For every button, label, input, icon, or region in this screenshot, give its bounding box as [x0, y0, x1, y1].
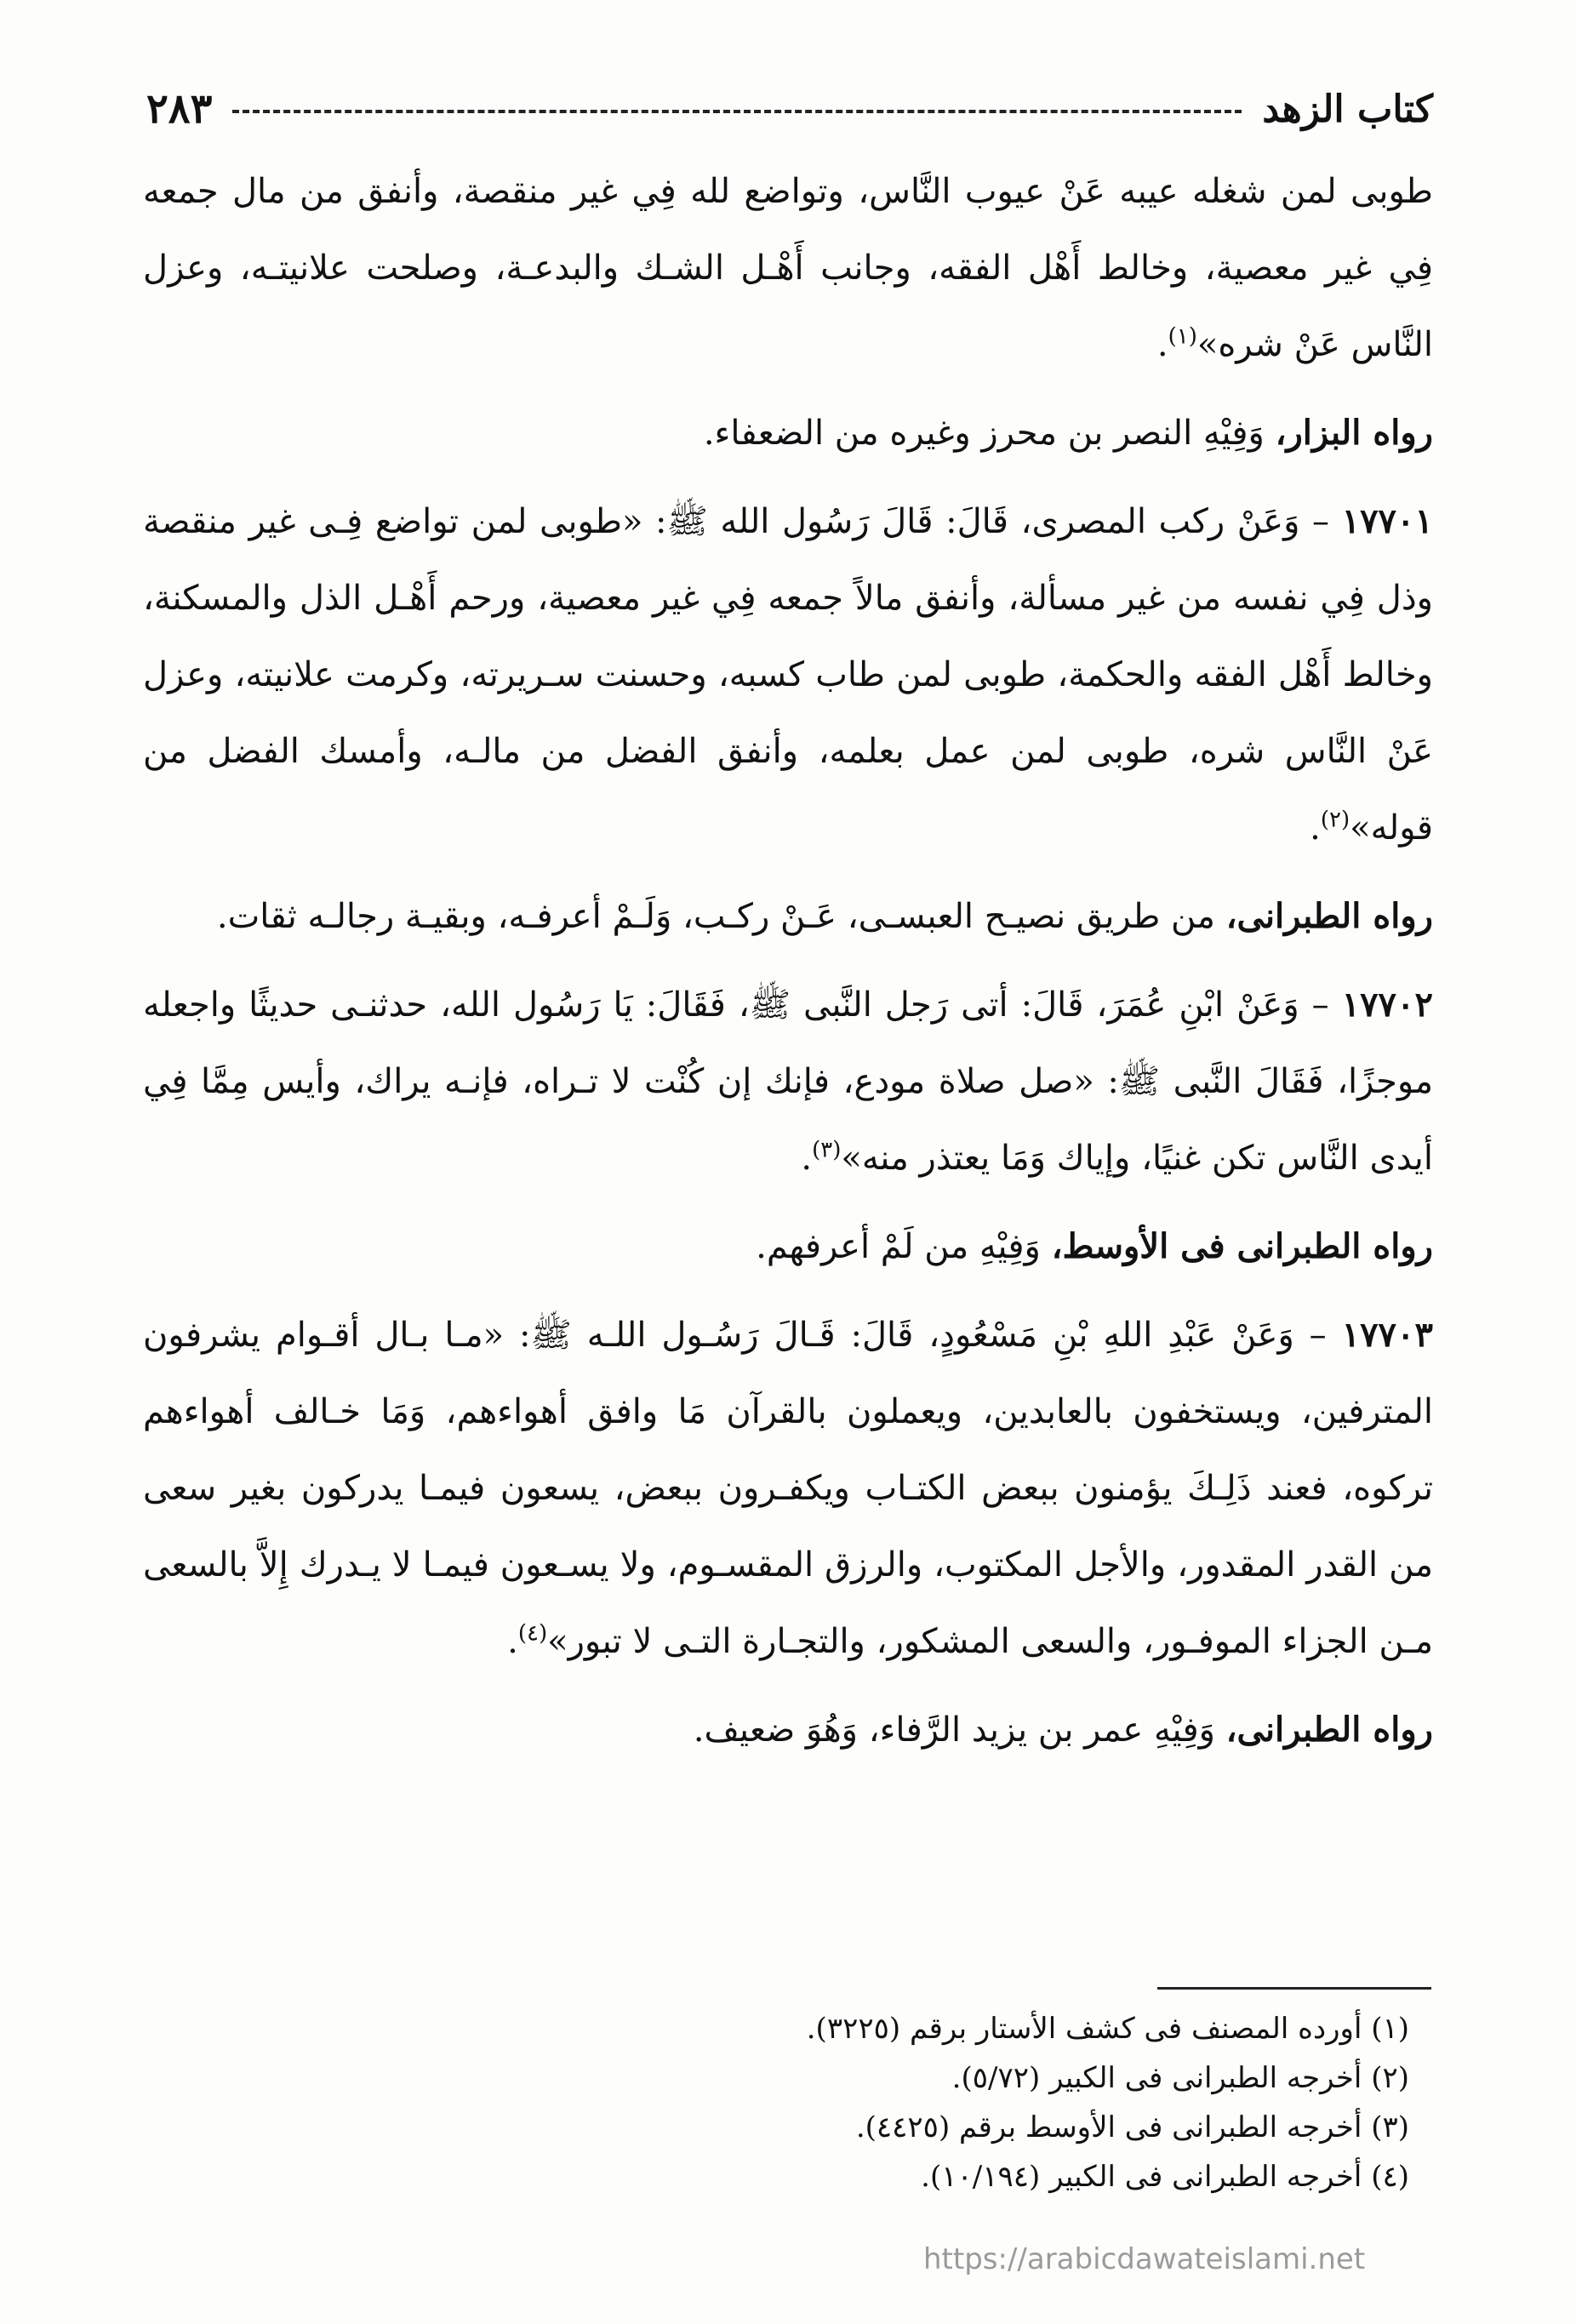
- hadith-17702: ١٧٧٠٢ – وَعَنْ ابْنِ عُمَرَ، قَالَ: أتى رَجل النَّبى ﷺ، فَقَالَ: يَا رَسُول الله، حدثنـى حديثًا واجعله موجزًا، فَقَالَ النَّبى ﷺ: «صل صلاة مودع، فإنك إن كُنْت لا تـراه، فإنـه يراك، وأيس مِمَّا فِي أيدى النَّاس تكن غنيًا، وإياك وَمَا يعتذر منه»$^{(٣)}$.: [143, 985, 1433, 1178]
- comment-text: وَفِيْهِ من لَمْ أعرفهم.: [756, 1227, 1052, 1266]
- footnote-separator: [1157, 1987, 1431, 1990]
- narrator-source: رواه الطبرانى،: [1225, 896, 1433, 936]
- footnote-4: (٤) أخرجه الطبرانى فى الكبير (١٠/١٩٤).: [921, 2160, 1409, 2194]
- footnote-3: (٣) أخرجه الطبرانى فى الأوسط برقم (٤٤٢٥).: [855, 2110, 1409, 2144]
- narrator-source: رواه الطبرانى فى الأوسط،: [1051, 1226, 1433, 1266]
- hadith-17703: ١٧٧٠٣ – وَعَنْ عَبْدِ اللهِ بْنِ مَسْعُودٍ، قَالَ: قَـالَ رَسُـول اللـه ﷺ: «مـا بـال أقـوام يشرفون المترفين، ويستخفون بالعابدين، ويعملون بالقرآن مَا وافق أهواءهم، وَمَا خـالف أهواءهم تركوه، فعند ذَلِـكَ يؤمنون ببعض الكتـاب ويكفـرون ببعض، يسعون فيمـا يدركون بغير سعى من القدر المقدور، والأجل المكتوب، والرزق المقسـوم، ولا يسـعون فيمـا لا يـدرك إِلاَّ بالسعى مـن الجزاء الموفـور، والسعى المشكور، والتجـارة التـى لا تبور»$^{(٤)}$.: [143, 1315, 1433, 1661]
- footnote-ref: (٤): [517, 1620, 548, 1647]
- narrator-source: رواه البزار،: [1275, 413, 1433, 453]
- watermark-url: https://arabicdawateislami.net: [923, 2242, 1366, 2276]
- narration-comment: [143, 395, 1433, 471]
- footnotes: [143, 2004, 1409, 2201]
- running-header: [146, 75, 1433, 143]
- narrator-source: رواه الطبرانى،: [1225, 1710, 1433, 1750]
- hadith-number: ١٧٧٠١: [1341, 501, 1433, 541]
- header-dashed-rule: [232, 110, 1242, 113]
- narration-comment: [143, 1208, 1433, 1285]
- narration-comment: [143, 878, 1433, 955]
- comment-text: وَفِيْهِ النصر بن محرز وغيره من الضعفاء.: [703, 414, 1276, 453]
- footnote-1: (١) أورده المصنف فى كشف الأستار برقم (٣٢٢٥).: [806, 2012, 1409, 2046]
- comment-text: وَفِيْهِ عمر بن يزيد الرَّفاء، وَهُوَ ضعيف.: [693, 1710, 1226, 1750]
- comment-text: من طريق نصيـح العبسـى، عَـنْ ركـب، وَلَـمْ أعرفـه، وبقيـة رجالـه ثقات.: [216, 897, 1226, 936]
- page-body: [143, 153, 1433, 1780]
- hadith-text: طوبى لمن شغله عيبه عَنْ عيوب النَّاس، وتواضع لله فِي غير منقصة، وأنفق من مال جمعه فِي غير معصية، وخالط أَهْل الفقه، وجانب أَهْـل الشـك والبدعـة، وصلحت علانيتـه، وعزل النَّاس عَنْ شره»: [143, 172, 1433, 364]
- hadith-number: ١٧٧٠٣: [1341, 1315, 1433, 1355]
- hadith-text: – وَعَنْ ابْنِ عُمَرَ، قَالَ: أتى رَجل النَّبى ﷺ، فَقَالَ: يَا رَسُول الله، حدثنـى حديثًا واجعله موجزًا، فَقَالَ النَّبى ﷺ: «صل صلاة مودع، فإنك إن كُنْت لا تـراه، فإنـه يراك، وأيس مِمَّا فِي أيدى النَّاس تكن غنيًا، وإياك وَمَا يعتذر منه»: [143, 985, 1433, 1178]
- footnote-ref: (١): [1168, 323, 1197, 350]
- paragraph-continuation: طوبى لمن شغله عيبه عَنْ عيوب النَّاس، وتواضع لله فِي غير منقصة، وأنفق من مال جمعه فِي غير معصية، وخالط أَهْل الفقه، وجانب أَهْـل الشـك والبدعـة، وصلحت علانيتـه، وعزل النَّاس عَنْ شره»$^{(١)}$.: [143, 172, 1433, 364]
- footnote-2: (٢) أخرجه الطبرانى فى الكبير (٥/٧٢).: [951, 2061, 1409, 2095]
- hadith-text: – وَعَنْ عَبْدِ اللهِ بْنِ مَسْعُودٍ، قَالَ: قَـالَ رَسُـول اللـه ﷺ: «مـا بـال أقـوام يشرفون المترفين، ويستخفون بالعابدين، ويعملون بالقرآن مَا وافق أهواءهم، وَمَا خـالف أهواءهم تركوه، فعند ذَلِـكَ يؤمنون ببعض الكتـاب ويكفـرون ببعض، يسعون فيمـا يدركون بغير سعى من القدر المقدور، والأجل المكتوب، والرزق المقسـوم، ولا يسـعون فيمـا لا يـدرك إِلاَّ بالسعى مـن الجزاء الموفـور، والسعى المشكور، والتجـارة التـى لا تبور»: [143, 1316, 1433, 1661]
- footnote-ref: (٣): [812, 1137, 842, 1163]
- page-number: ٢٨٣: [146, 85, 213, 133]
- narration-comment: [143, 1692, 1433, 1768]
- hadith-17701: ١٧٧٠١ – وَعَنْ ركب المصرى، قَالَ: قَالَ رَسُول الله ﷺ: «طوبى لمن تواضع فِـى غير منقصة وذل فِي نفسه من غير مسألة، وأنفق مالاً جمعه فِي غير معصية، ورحم أَهْـل الذل والمسكنة، وخالط أَهْل الفقه والحكمة، طوبى لمن طاب كسبه، وحسنت سـريرته، وكرمت علانيته، وعزل عَنْ النَّاس شره، طوبى لمن عمل بعلمه، وأنفق الفضل من مالـه، وأمسك الفضل من قوله»$^{(٢)}$.: [143, 501, 1433, 848]
- hadith-number: ١٧٧٠٢: [1341, 985, 1433, 1025]
- book-title: كتاب الزهد: [1262, 87, 1433, 131]
- hadith-text: – وَعَنْ ركب المصرى، قَالَ: قَالَ رَسُول الله ﷺ: «طوبى لمن تواضع فِـى غير منقصة وذل فِي نفسه من غير مسألة، وأنفق مالاً جمعه فِي غير معصية، ورحم أَهْـل الذل والمسكنة، وخالط أَهْل الفقه والحكمة، طوبى لمن طاب كسبه، وحسنت سـريرته، وكرمت علانيته، وعزل عَنْ النَّاس شره، طوبى لمن عمل بعلمه، وأنفق الفضل من مالـه، وأمسك الفضل من قوله»: [143, 502, 1433, 848]
- footnote-ref: (٢): [1320, 807, 1350, 833]
